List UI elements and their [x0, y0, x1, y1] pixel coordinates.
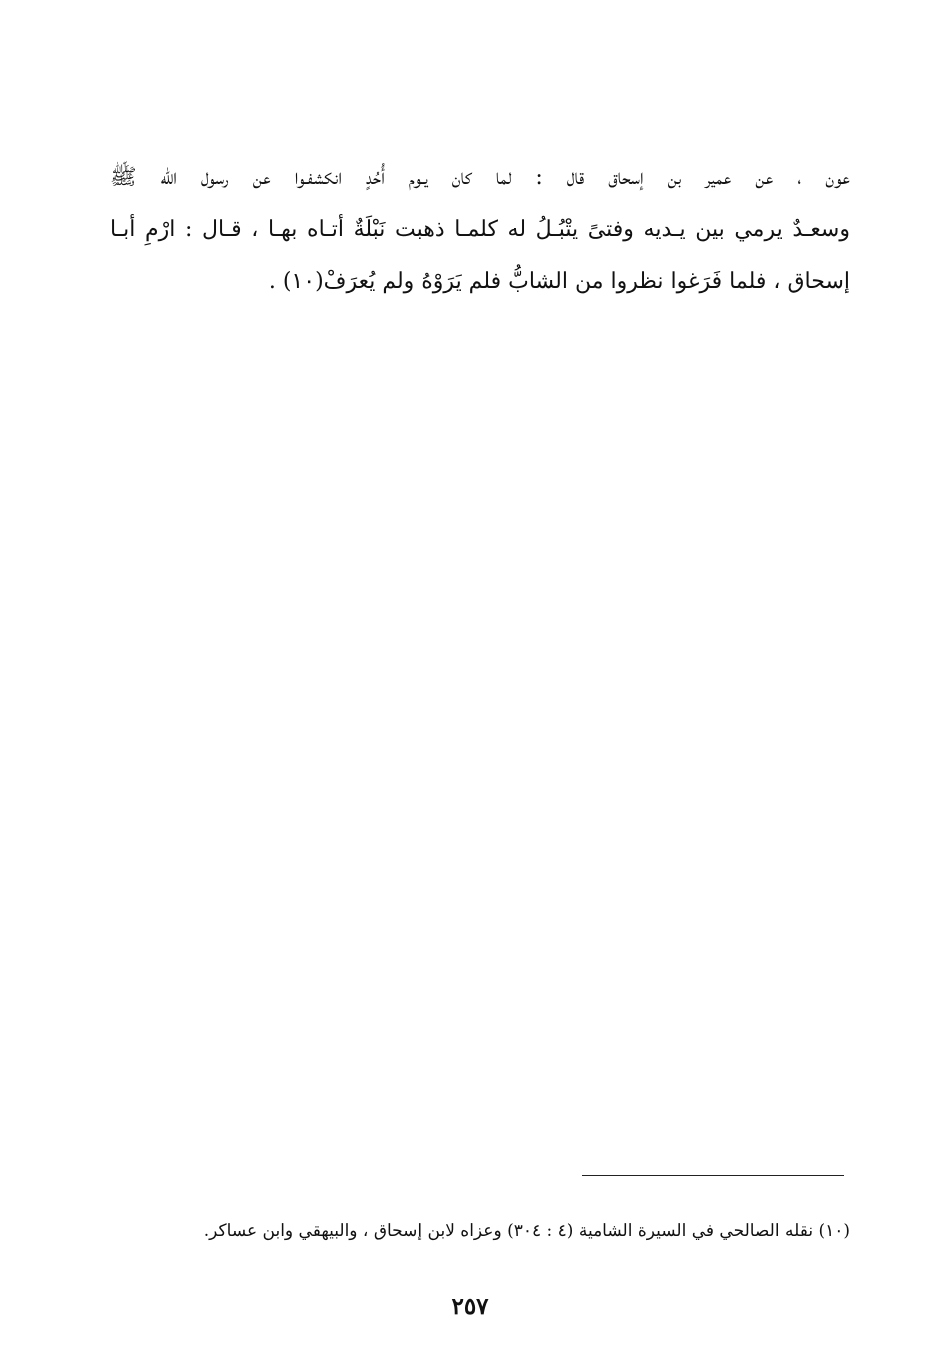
main-text-block	[110, 152, 850, 308]
text-line-2: وسعـدٌ يرمي بين يـديه وفتىً يتْبُـلُ له كلمـا ذهبت نَبْلَةٌ أتـاه بهـا ، قـال : ارْمِ أبـا	[110, 217, 850, 242]
footnote-divider	[582, 1175, 844, 1176]
text-line-1: عون ، عن عمير بن إسحاق قال : لما كان يـوم أُحُدٍ انكشفـوا عن رسول الله ﷺ	[110, 165, 850, 190]
footnote: (١٠) نقله الصالحي في السيرة الشامية (٤ : ٣٠٤) وعزاه لابن إسحاق ، والبيهقي وابن عساكر.	[203, 1221, 850, 1241]
text-line-3: إسحاق ، فلما فَرَغوا نظروا من الشابُّ فلم يَرَوْهُ ولم يُعرَفْ(١٠) .	[268, 269, 850, 294]
page-number: ٢٥٧	[451, 1293, 489, 1320]
